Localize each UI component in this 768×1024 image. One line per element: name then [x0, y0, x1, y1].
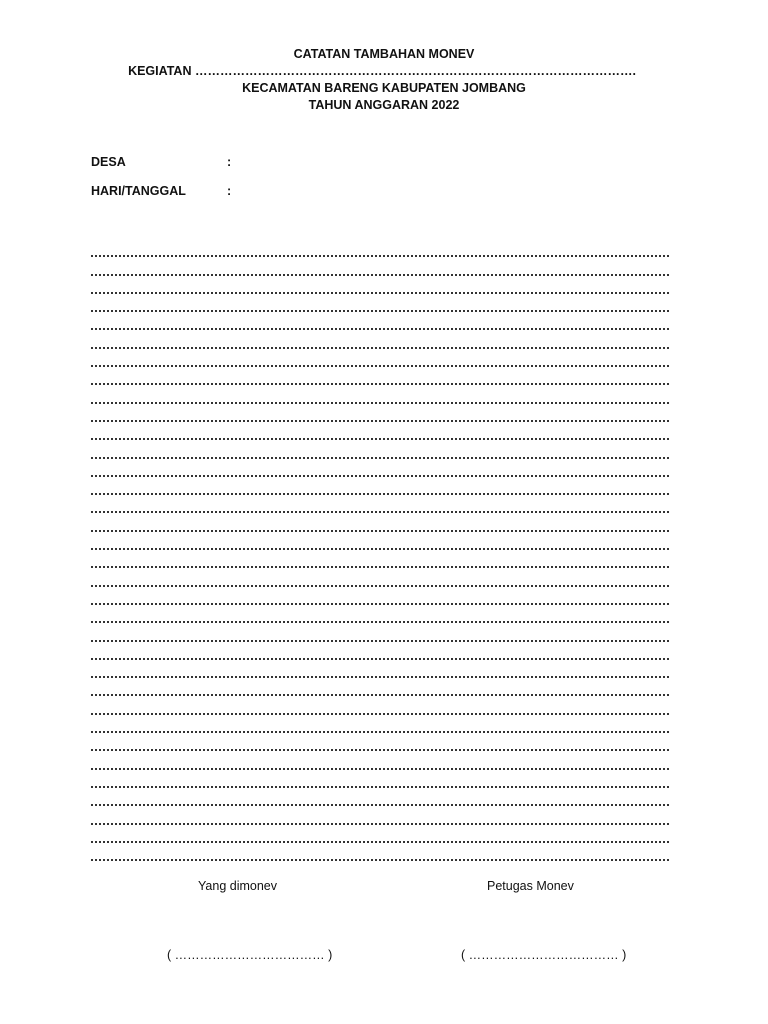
dotted-note-line	[91, 443, 669, 461]
dotted-note-line	[91, 242, 669, 260]
hari-tanggal-field	[91, 183, 231, 199]
dotted-note-line	[91, 315, 669, 333]
dotted-note-line	[91, 535, 669, 553]
dotted-note-line	[91, 462, 669, 480]
dotted-note-line	[91, 718, 669, 736]
dotted-note-line	[91, 516, 669, 534]
dotted-note-line	[91, 736, 669, 754]
kecamatan-line: KECAMATAN BARENG KABUPATEN JOMBANG	[242, 81, 526, 95]
dotted-note-line	[91, 370, 669, 388]
dotted-note-line	[91, 791, 669, 809]
tahun-anggaran-line: TAHUN ANGGARAN 2022	[308, 98, 460, 112]
dotted-note-line	[91, 480, 669, 498]
dotted-note-line	[91, 279, 669, 297]
dotted-note-line	[91, 388, 669, 406]
dotted-note-line	[91, 352, 669, 370]
dotted-note-line	[91, 608, 669, 626]
dotted-note-line	[91, 846, 669, 864]
dotted-note-line	[91, 553, 669, 571]
dotted-note-line	[91, 260, 669, 278]
dotted-note-line	[91, 626, 669, 644]
desa-colon: :	[227, 155, 232, 169]
yang-dimonev-label: Yang dimonev	[198, 879, 277, 893]
notes-area	[91, 242, 669, 864]
document-title: CATATAN TAMBAHAN MONEV	[293, 47, 475, 61]
petugas-monev-label: Petugas Monev	[487, 879, 574, 893]
desa-label: DESA	[91, 155, 126, 169]
hari-tanggal-colon: :	[227, 184, 232, 198]
dotted-note-line	[91, 425, 669, 443]
document-header	[0, 46, 768, 114]
kegiatan-line: KEGIATAN …………………………………………………………………………………………….	[128, 64, 636, 78]
dotted-note-line	[91, 663, 669, 681]
dotted-note-line	[91, 754, 669, 772]
dotted-note-line	[91, 498, 669, 516]
dotted-note-line	[91, 571, 669, 589]
dotted-note-line	[91, 407, 669, 425]
yang-dimonev-signature-blank: ( ……………………………… )	[167, 948, 333, 962]
dotted-note-line	[91, 809, 669, 827]
dotted-note-line	[91, 645, 669, 663]
desa-field	[91, 154, 231, 170]
dotted-note-line	[91, 333, 669, 351]
dotted-note-line	[91, 297, 669, 315]
dotted-note-line	[91, 590, 669, 608]
petugas-monev-signature-blank: ( ……………………………… )	[461, 948, 627, 962]
dotted-note-line	[91, 681, 669, 699]
dotted-note-line	[91, 699, 669, 717]
dotted-note-line	[91, 773, 669, 791]
dotted-note-line	[91, 828, 669, 846]
hari-tanggal-label: HARI/TANGGAL	[91, 184, 186, 198]
